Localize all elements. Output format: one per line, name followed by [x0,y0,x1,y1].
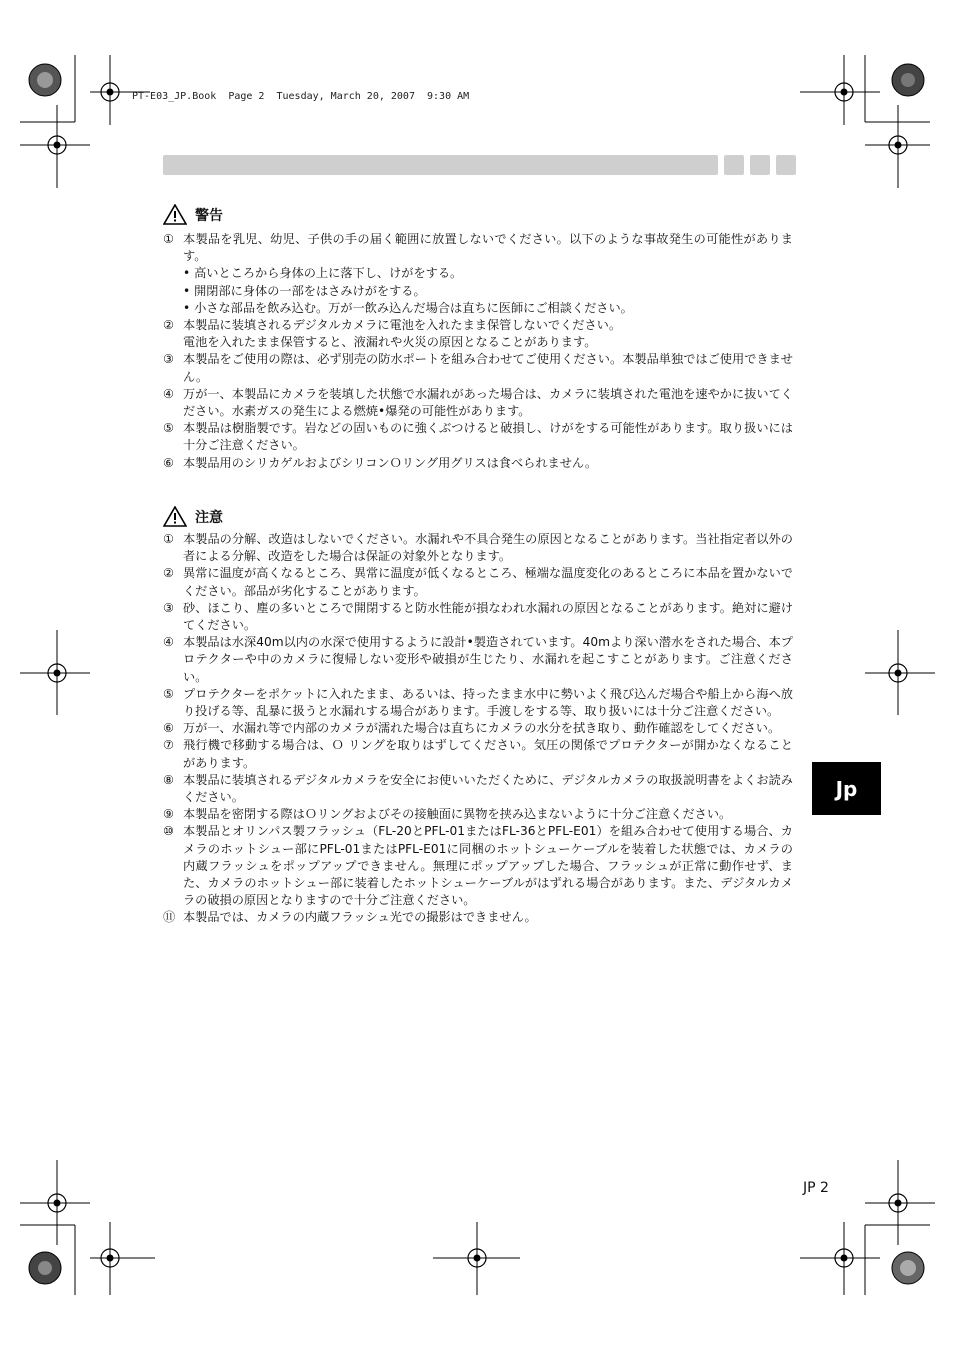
list-item [163,351,793,385]
header-square [776,155,796,175]
print-header-line: PT-E03_JP.Book Page 2 Tuesday, March 20, 2007 9:30 AM [132,91,470,102]
caution-triangle-icon [163,506,187,527]
item-number: ② [163,566,174,581]
item-number: ⑨ [163,807,174,822]
item-text [183,386,793,420]
list-item [163,686,793,720]
item-main-text: 本製品の分解、改造はしないでください。水漏れや不具合発生の原因となることがあります。当社指定者以外の者による分解、改造をした場合は保証の対象外となります。 [183,532,793,564]
item-number: ⑧ [163,772,174,787]
item-number: ⑪ [163,910,176,925]
item-text [183,686,793,720]
caution-heading [163,506,223,527]
sub-bullet: • 小さな部品を飲み込む。万が一飲み込んだ場合は直ちに医師にご相談ください。 [183,300,793,317]
item-main-text: 本製品では、カメラの内蔵フラッシュ光での撮影はできません。 [183,910,537,925]
item-text [183,351,793,385]
item-main-text: 本製品に装填されるデジタルカメラを安全にお使いいただくために、デジタルカメラの取扱説明書をよくお読みください。 [183,772,793,805]
item-number: ① [163,232,174,246]
item-main-text: 万が一、水漏れ等で内部のカメラが濡れた場合は直ちにカメラの水分を拭き取り、動作確認をしてください。 [183,721,781,736]
list-item [163,720,793,737]
list-item [163,565,793,599]
warning-triangle-icon [163,204,187,225]
page-number: JP 2 [803,1180,829,1196]
item-number: ⑥ [163,455,174,470]
item-text [183,823,793,909]
list-item [163,386,793,420]
sub-bullet: • 開閉部に身体の一部をはさみけがをする。 [183,283,793,300]
language-tab: Jp [812,762,881,815]
item-main-text: 本製品は樹脂製です。岩などの固いものに強くぶつけると破損し、けがをする可能性があります。取り扱いには十分ご注意ください。 [183,421,793,453]
list-item [163,806,793,823]
item-text [183,420,793,454]
item-text [183,909,793,926]
caution-list [163,531,793,927]
sub-bullet: • 高いところから身体の上に落下し、けがをする。 [183,265,793,282]
list-item [163,909,793,926]
item-text [183,772,793,806]
item-number: ⑦ [163,738,174,753]
item-main-text: 本製品を密閉する際はＯリングおよびその接触面に異物を挟み込まないように十分ご注意ください。 [183,807,732,822]
list-item [163,737,793,771]
item-main-text: 本製品に装填されるデジタルカメラに電池を入れたまま保管しないでください。 [183,318,622,333]
item-main-text: 砂、ほこり、塵の多いところで開閉すると防水性能が損なわれ水漏れの原因となることがあります。絶対に避けてください。 [183,600,793,633]
item-text [183,231,793,317]
item-text [183,600,793,634]
item-text [183,634,793,686]
list-item [163,317,793,351]
item-number: ③ [163,600,174,615]
item-main-text: 飛行機で移動する場合は、Ｏ リングを取りはずしてください。気圧の関係でプロテクターが開かなくなることがあります。 [183,738,793,770]
item-number: ① [163,532,174,546]
caution-title: 注意 [195,509,223,526]
item-main-text: 本製品は水深40m以内の水深で使用するように設計•製造されています。40mより深い潜水をされた場合、本プロテクターや中のカメラに復帰しない変形や破損が生じたり、水漏れを起こすことがあります。ご注意ください。 [183,635,793,684]
item-text [183,455,793,472]
item-number: ③ [163,352,174,367]
list-item [163,823,793,909]
item-continuation-text: 電池を入れたまま保管すると、液漏れや火災の原因となることがあります。 [183,335,597,350]
item-main-text: プロテクターをポケットに入れたまま、あるいは、持ったまま水中に勢いよく飛び込んだ場合や船上から海へ放り投げる等、乱暴に扱うと水漏れする場合があります。手渡しをする等、取り扱いには十分ご注意ください。 [183,686,793,719]
warning-title: 警告 [195,207,223,224]
list-item [163,455,793,472]
item-number: ④ [163,386,174,401]
item-main-text: 本製品をご使用の際は、必ず別売の防水ポートを組み合わせてご使用ください。本製品単独ではご使用できません。 [183,352,793,384]
item-main-text: 本製品とオリンパス製フラッシュ（FL-20とPFL-01またはFL-36とPFL-E01）を組み合わせて使用する場合、カメラのホットシュー部にPFL-01またはPFL-E01に同梱のホットシューケーブルを装着した状態では、カメラの内蔵フラッシュをポップアップできません。無理にポップアップした場合、フラッシュが正常に動作せず、また、カメラのホットシュー部に装着したホットシューケーブルがはずれる場合があります。また、デジタルカメラの破損の原因となりますので十分ご注意ください。 [183,824,793,908]
list-item [163,600,793,634]
list-item [163,420,793,454]
item-main-text: 異常に温度が高くなるところ、異常に温度が低くなるところ、極端な温度変化のあるところに本品を置かないでください。部品が劣化することがあります。 [183,566,793,598]
item-text [183,565,793,599]
list-item [163,772,793,806]
item-text [183,806,793,823]
item-text [183,317,793,351]
item-number: ⑩ [163,824,174,839]
header-square [750,155,770,175]
list-item [163,634,793,686]
item-main-text: 本製品を乳児、幼児、子供の手の届く範囲に放置しないでください。以下のような事故発生の可能性があります。 [183,232,793,264]
warning-list [163,231,793,472]
list-item [163,531,793,565]
item-text [183,720,793,737]
item-main-text: 本製品用のシリカゲルおよびシリコンＯリング用グリスは食べられません。 [183,455,598,470]
item-number: ⑥ [163,721,174,736]
item-number: ⑤ [163,421,174,436]
warning-heading [163,204,223,225]
header-square [724,155,744,175]
header-bar [163,155,718,175]
item-main-text: 万が一、本製品にカメラを装填した状態で水漏れがあった場合は、カメラに装填された電池を速やかに抜いてください。水素ガスの発生による燃焼•爆発の可能性があります。 [183,386,793,419]
item-text [183,737,793,771]
item-number: ② [163,318,174,333]
list-item [163,231,793,317]
item-number: ⑤ [163,686,174,701]
item-text [183,531,793,565]
item-number: ④ [163,635,174,650]
